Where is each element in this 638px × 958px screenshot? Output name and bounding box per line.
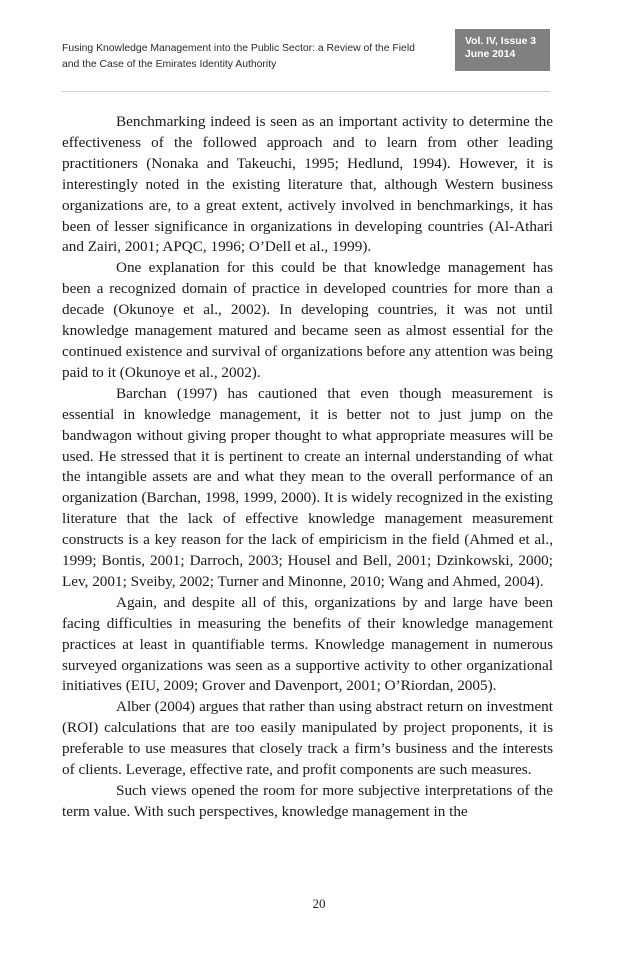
issue-date: June 2014 xyxy=(465,49,516,60)
running-header-line-2: and the Case of the Emirates Identity Authority xyxy=(62,59,277,70)
paragraph-alber: Alber (2004) argues that rather than using abstract return on investment (ROI) calculations that are too easily manipulated by project proponents, it is preferable to use measures that closely track a firm’s business and the interests of clients. Leverage, effective rate, and profit components are such measures. xyxy=(62,698,553,779)
running-header-line-1: Fusing Knowledge Management into the Public Sector: a Review of the Field xyxy=(62,43,415,54)
header-divider xyxy=(62,91,550,92)
paragraph-explanation: One explanation for this could be that knowledge management has been a recognized domain of practice in developed countries for more than a decade (Okunoye et al., 2002). In developing countries, it was not until knowledge management matured and became seen as almost essential for the continued existence and survival of organizations before any attention was being paid to it (Okunoye et al., 2002). xyxy=(62,259,553,381)
paragraph-barchan: Barchan (1997) has cautioned that even though measurement is essential in knowledge management, it is better not to just jump on the bandwagon without giving proper thought to what appropriate measures will be used. He stressed that it is pertinent to create an internal understanding of what the intangible assets are and what they mean to the overall performance of an organization (Barchan, 1998, 1999, 2000). It is widely recognized in the existing literature that the lack of effective knowledge management measurement constructs is a key reason for the lack of empiricism in the field (Ahmed et al., 1999; Bontis, 2001; Darroch, 2003; Housel and Bell, 2001; Dzinkowski, 2000; Lev, 2001; Sveiby, 2002; Turner and Minonne, 2010; Wang and Ahmed, 2004). xyxy=(62,384,553,590)
running-header-title xyxy=(62,41,462,73)
body-text xyxy=(62,112,553,823)
paragraph-benchmarking: Benchmarking indeed is seen as an important activity to determine the effectiveness of the followed approach and to learn from other leading practitioners (Nonaka and Takeuchi, 1995; Hedlund, 1994). However, it is interestingly noted in the existing literature that, although Western business organizations are, to a great extent, actively involved in benchmarkings, it has been of lesser significance in organizations in developing countries (Al-Athari and Zairi, 2001; APQC, 1996; O’Dell et al., 1999). xyxy=(62,113,553,256)
paragraph-difficulties: Again, and despite all of this, organizations by and large have been facing difficulties in measuring the benefits of their knowledge management practices at least in quantifiable terms. Knowledge management in numerous surveyed organizations was seen as a supportive activity to other organizational initiatives (EIU, 2009; Grover and Davenport, 2001; O’Riordan, 2005). xyxy=(62,593,553,695)
paragraph-subjective-value: Such views opened the room for more subjective interpretations of the term value. With such perspectives, knowledge management in the xyxy=(62,782,553,820)
page-number: 20 xyxy=(312,896,326,911)
issue-volume: Vol. IV, Issue 3 xyxy=(465,36,537,47)
issue-badge xyxy=(455,29,550,71)
